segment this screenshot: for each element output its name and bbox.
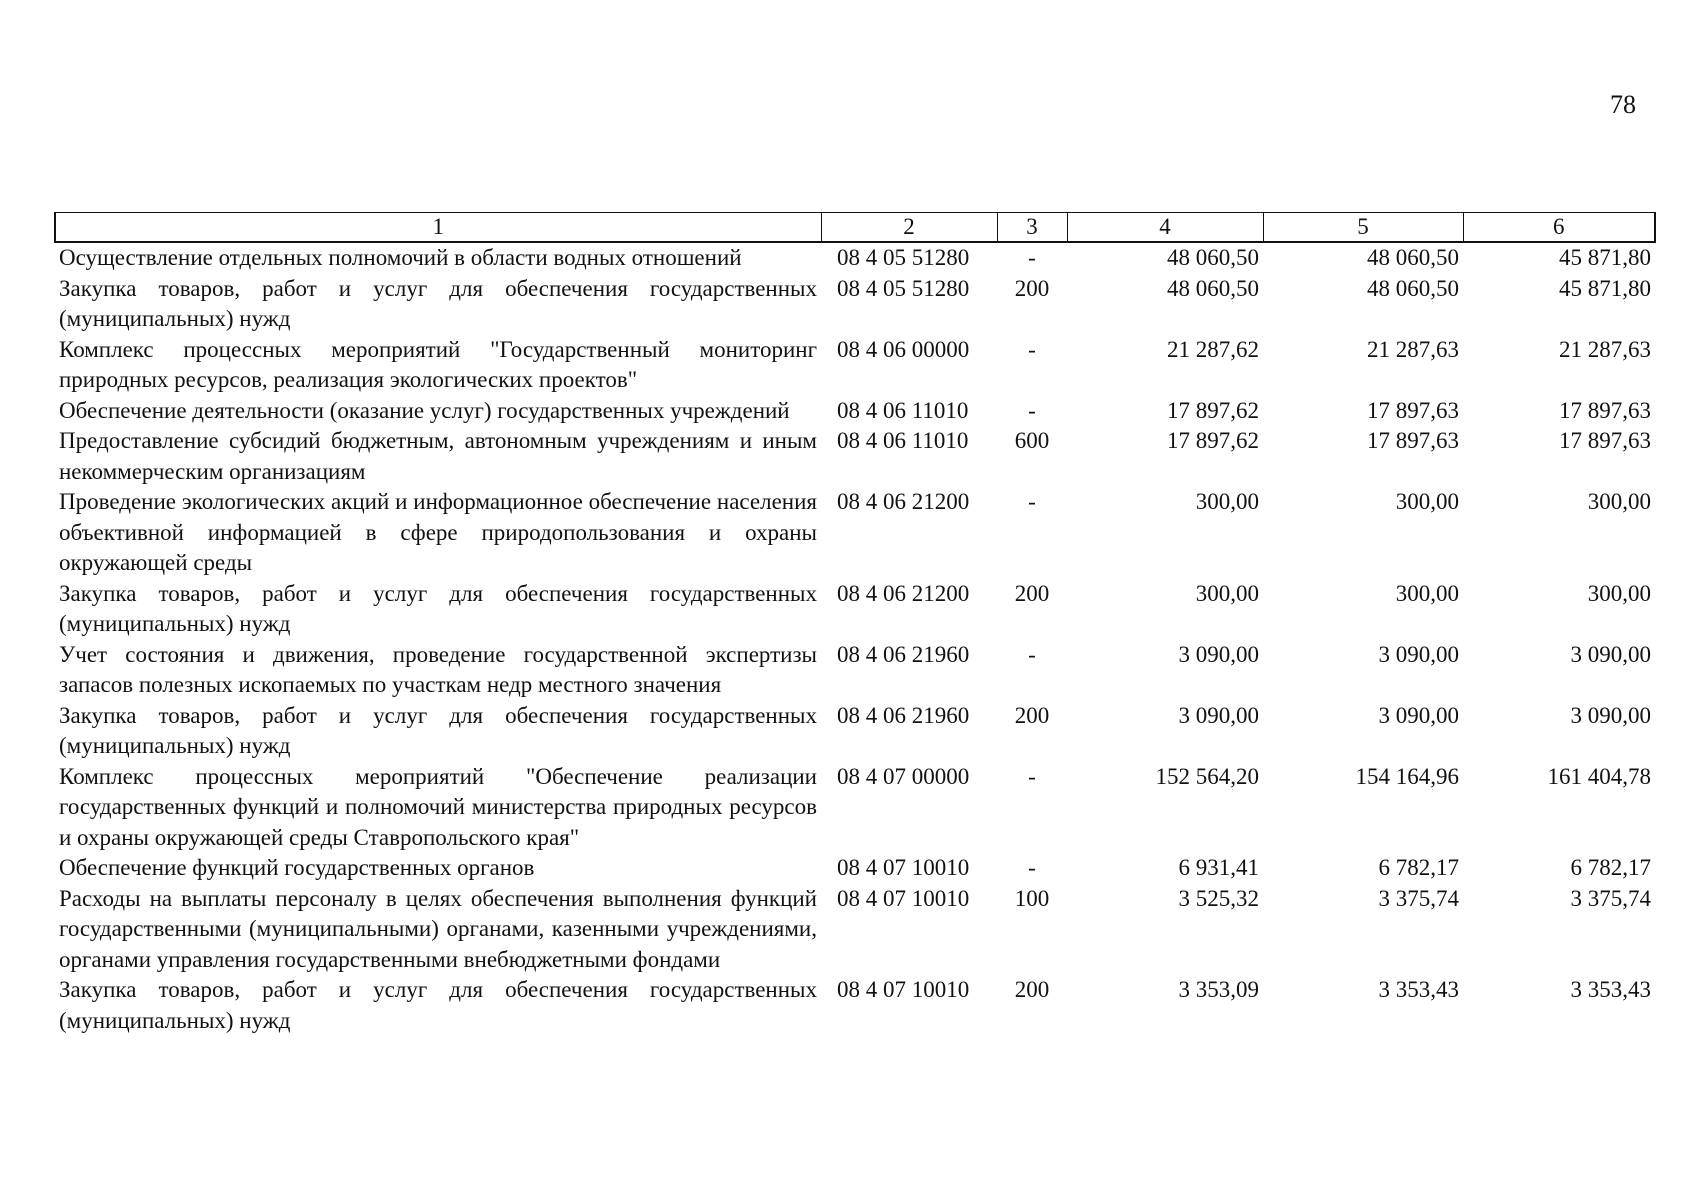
table-row bbox=[55, 335, 1655, 396]
row-value-6: 17 897,63 bbox=[1559, 428, 1651, 453]
row-value-6: 45 871,80 bbox=[1559, 275, 1651, 301]
row-name: Закупка товаров, работ и услуг для обеспечения государственных (муниципальных) нужд bbox=[59, 977, 817, 1033]
row-name: Учет состояния и движения, проведение государственной экспертизы запасов полезных ископаемых по участкам недр местного значения bbox=[59, 641, 817, 697]
row-value-6: 17 897,63 bbox=[1559, 397, 1651, 423]
row-kind: - bbox=[1028, 245, 1036, 270]
budget-table bbox=[54, 212, 1656, 1036]
row-name: Расходы на выплаты персоналу в целях обеспечения выполнения функций государственными (муниципальными) органами, казенными учреждениями, органами управления государственными внебюджетными фондами bbox=[59, 885, 817, 972]
row-name: Предоставление субсидий бюджетным, автономным учреждениям и иным некоммерческим организациям bbox=[59, 428, 817, 484]
row-code: 08 4 07 10010 bbox=[837, 885, 970, 911]
row-value-5: 48 060,50 bbox=[1367, 245, 1459, 270]
row-code: 08 4 07 10010 bbox=[837, 855, 970, 880]
row-value-4: 17 897,62 bbox=[1167, 428, 1259, 453]
table-row bbox=[55, 853, 1655, 884]
row-value-4: 17 897,62 bbox=[1167, 397, 1259, 423]
row-code: 08 4 07 10010 bbox=[837, 977, 970, 1002]
row-value-5: 3 090,00 bbox=[1378, 641, 1459, 667]
row-code: 08 4 06 21960 bbox=[837, 702, 970, 728]
row-name: Закупка товаров, работ и услуг для обеспечения государственных (муниципальных) нужд bbox=[59, 580, 817, 636]
row-kind: 200 bbox=[1014, 580, 1050, 606]
table-row bbox=[55, 396, 1655, 427]
row-code: 08 4 05 51280 bbox=[837, 245, 970, 270]
row-value-4: 48 060,50 bbox=[1167, 275, 1259, 301]
table-row bbox=[55, 701, 1655, 762]
row-kind: - bbox=[1028, 397, 1036, 423]
row-code: 08 4 06 21960 bbox=[837, 641, 970, 667]
table-row bbox=[55, 274, 1655, 335]
row-kind: - bbox=[1028, 855, 1036, 880]
row-value-4: 300,00 bbox=[1195, 580, 1259, 606]
header-row bbox=[55, 213, 1655, 243]
row-kind: 200 bbox=[1014, 275, 1050, 301]
row-value-6: 3 375,74 bbox=[1570, 885, 1651, 911]
row-value-5: 3 375,74 bbox=[1378, 885, 1459, 911]
row-value-6: 300,00 bbox=[1587, 489, 1651, 514]
table-header bbox=[55, 213, 1655, 243]
row-name: Обеспечение деятельности (оказание услуг) государственных учреждений bbox=[59, 397, 790, 423]
row-value-5: 6 782,17 bbox=[1378, 855, 1459, 880]
table-row bbox=[55, 487, 1655, 579]
row-value-5: 17 897,63 bbox=[1367, 428, 1459, 453]
row-kind: 200 bbox=[1014, 977, 1050, 1002]
row-value-6: 3 353,43 bbox=[1570, 977, 1651, 1002]
row-value-5: 3 353,43 bbox=[1378, 977, 1459, 1002]
row-name: Комплекс процессных мероприятий "Государственный мониторинг природных ресурсов, реализация экологических проектов" bbox=[59, 336, 817, 392]
row-name: Закупка товаров, работ и услуг для обеспечения государственных (муниципальных) нужд bbox=[59, 702, 817, 758]
table-row bbox=[55, 242, 1655, 274]
row-value-5: 17 897,63 bbox=[1367, 397, 1459, 423]
row-name: Осуществление отдельных полномочий в области водных отношений bbox=[59, 245, 742, 270]
row-value-4: 6 931,41 bbox=[1178, 855, 1259, 880]
row-value-6: 45 871,80 bbox=[1559, 245, 1651, 270]
row-code: 08 4 05 51280 bbox=[837, 275, 970, 301]
row-value-5: 300,00 bbox=[1395, 580, 1459, 606]
row-value-4: 152 564,20 bbox=[1155, 763, 1259, 789]
column-header-4: 4 bbox=[1067, 213, 1263, 243]
table-row bbox=[55, 426, 1655, 487]
row-value-6: 6 782,17 bbox=[1570, 855, 1651, 880]
table-row bbox=[55, 640, 1655, 701]
table-row bbox=[55, 762, 1655, 854]
row-value-5: 21 287,63 bbox=[1367, 336, 1459, 362]
row-code: 08 4 06 00000 bbox=[837, 336, 970, 362]
column-header-6: 6 bbox=[1463, 213, 1655, 243]
table-row bbox=[55, 884, 1655, 976]
row-value-5: 154 164,96 bbox=[1355, 763, 1459, 789]
row-value-5: 3 090,00 bbox=[1378, 702, 1459, 728]
row-code: 08 4 06 21200 bbox=[837, 489, 970, 514]
row-value-6: 300,00 bbox=[1587, 580, 1651, 606]
row-value-6: 3 090,00 bbox=[1570, 641, 1651, 667]
row-kind: - bbox=[1028, 489, 1036, 514]
column-header-2: 2 bbox=[821, 213, 997, 243]
row-value-4: 3 525,32 bbox=[1178, 885, 1259, 911]
row-kind: 600 bbox=[1014, 428, 1050, 453]
row-kind: 200 bbox=[1014, 702, 1050, 728]
table-row bbox=[55, 579, 1655, 640]
row-kind: - bbox=[1028, 336, 1036, 362]
row-value-4: 21 287,62 bbox=[1167, 336, 1259, 362]
column-header-3: 3 bbox=[997, 213, 1067, 243]
row-name: Обеспечение функций государственных органов bbox=[59, 855, 535, 880]
row-name: Комплекс процессных мероприятий "Обеспечение реализации государственных функций и полномочий министерства природных ресурсов и охраны окружающей среды Ставропольского края" bbox=[59, 763, 817, 850]
row-code: 08 4 06 21200 bbox=[837, 580, 970, 606]
row-value-4: 3 090,00 bbox=[1178, 641, 1259, 667]
row-value-4: 3 090,00 bbox=[1178, 702, 1259, 728]
row-value-4: 48 060,50 bbox=[1167, 245, 1259, 270]
row-kind: 100 bbox=[1014, 885, 1050, 911]
row-kind: - bbox=[1028, 641, 1036, 667]
page-number: 78 bbox=[1610, 90, 1636, 119]
row-value-6: 21 287,63 bbox=[1559, 336, 1651, 362]
row-code: 08 4 06 11010 bbox=[837, 397, 969, 423]
row-value-6: 161 404,78 bbox=[1547, 763, 1651, 789]
row-kind: - bbox=[1028, 763, 1036, 789]
row-value-4: 3 353,09 bbox=[1178, 977, 1259, 1002]
row-value-4: 300,00 bbox=[1195, 489, 1259, 514]
column-header-5: 5 bbox=[1263, 213, 1463, 243]
row-value-6: 3 090,00 bbox=[1570, 702, 1651, 728]
row-value-5: 48 060,50 bbox=[1367, 275, 1459, 301]
row-value-5: 300,00 bbox=[1395, 489, 1459, 514]
table-row bbox=[55, 975, 1655, 1036]
row-name: Закупка товаров, работ и услуг для обеспечения государственных (муниципальных) нужд bbox=[59, 275, 817, 331]
column-header-1: 1 bbox=[55, 213, 821, 243]
row-code: 08 4 06 11010 bbox=[837, 428, 969, 453]
row-name: Проведение экологических акций и информационное обеспечение населения объективной информацией в сфере природопользования и охраны окружающей среды bbox=[59, 489, 817, 575]
row-code: 08 4 07 00000 bbox=[837, 763, 970, 789]
table-body bbox=[55, 242, 1655, 1036]
